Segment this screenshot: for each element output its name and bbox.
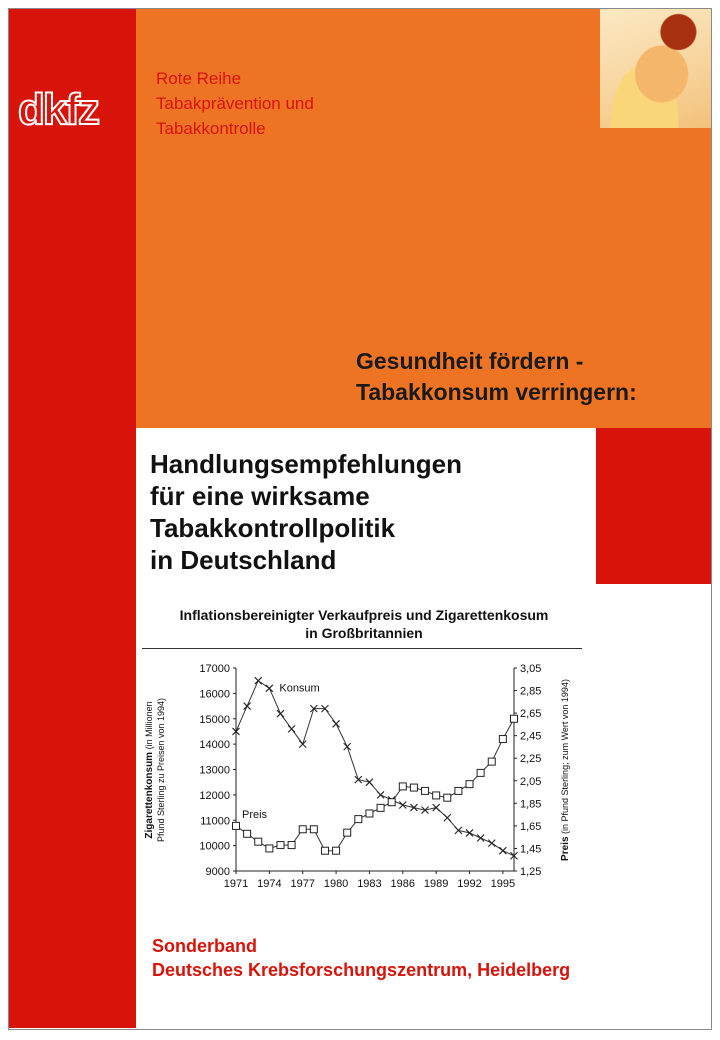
preis-point [333,847,340,854]
right-tick-label: 1,25 [520,866,542,878]
right-tick-label: 1,65 [520,820,542,833]
right-axis-label-bold: Preis [560,836,571,861]
chart-title-line: in Großbritannien [305,625,423,641]
preis-point [455,787,462,794]
right-tick-label: 2,85 [520,685,542,698]
x-tick-label: 1989 [423,878,449,890]
konsum-point [366,779,373,786]
right-axis-label [560,679,571,861]
preis-point [255,838,262,845]
right-tick-label: 3,05 [520,663,542,675]
right-tick-label: 2,45 [520,730,542,743]
konsum-point [488,840,495,847]
right-tick-label: 2,25 [520,753,542,766]
footer-line: Sonderband [152,936,258,956]
footer-line: Deutsches Krebsforschungszentrum, Heidelberg [152,960,571,980]
konsum-point [288,725,295,732]
x-tick-label: 1995 [490,878,516,890]
left-tick-label: 10000 [199,840,230,853]
preis-point [377,804,384,811]
konsum-point [266,685,273,692]
preis-point [399,783,406,790]
x-tick-label: 1974 [257,878,282,890]
left-axis-label-rest: (in Millionen [144,701,154,752]
series-label-preis: Preis [242,808,268,821]
title-line: Tabakkontrollpolitik [150,513,396,543]
left-axis-label-bold: Zigarettenkonsum [144,751,155,839]
left-tick-label: 12000 [199,789,230,802]
preis-point [321,847,328,854]
slogan-line: Tabakkonsum verringern: [356,379,637,405]
right-tick-label: 2,65 [520,708,542,721]
right-tick-label: 2,05 [520,775,542,788]
preis-point [499,736,506,743]
preis-point [366,810,373,817]
konsum-point [422,807,429,814]
right-axis-label-rest: (in Pfund Sterling; zum Wert von 1994) [560,679,570,837]
left-tick-label: 17000 [199,663,230,675]
konsum-point [355,776,362,783]
right-tick-label: 1,45 [520,843,542,856]
konsum-point [433,804,440,811]
preis-point [344,829,351,836]
konsum-point [477,835,484,842]
series-line: Tabakprävention und [156,94,314,113]
slogan [356,346,637,408]
left-tick-label: 16000 [199,688,230,701]
preis-point [388,799,395,806]
left-axis-label-line2: Pfund Sterling zu Preisen von 1994) [156,697,166,843]
konsum-point [455,827,462,834]
konsum-point [499,847,506,854]
konsum-point [399,802,406,809]
konsum-point [466,829,473,836]
chart-title [146,606,582,642]
konsum-point [410,804,417,811]
title-line: in Deutschland [150,545,337,575]
left-tick-label: 15000 [199,713,230,726]
preis-point [299,826,306,833]
main-title [150,448,462,576]
preis-point [466,781,473,788]
konsum-point [377,791,384,798]
preis-point [277,842,284,849]
konsum-point [277,710,284,717]
dkfz-logo: dkfz [18,85,98,134]
series-name [156,66,314,141]
preis-point [355,816,362,823]
preis-point [444,794,451,801]
x-tick-label: 1983 [357,878,382,890]
konsum-point [333,720,340,727]
preis-point [422,787,429,794]
chart-title-line: Inflationsbereinigter Verkaufpreis und Zigarettenkosum [179,607,549,623]
preis-point [511,715,518,722]
konsum-point [344,743,351,750]
preis-point [477,769,484,776]
x-tick-label: 1980 [323,878,349,890]
series-line: Tabakkontrolle [156,119,266,138]
konsum-point [299,741,306,748]
left-tick-label: 13000 [199,764,230,777]
x-tick-label: 1986 [390,878,416,890]
preis-point [488,758,495,765]
konsum-point [255,677,262,684]
konsum-point [244,703,251,710]
price-consumption-chart [140,652,590,902]
footer [152,934,570,982]
preis-point [410,784,417,791]
chart-divider [142,648,582,649]
left-axis-label [144,701,155,838]
x-tick-label: 1971 [223,878,249,890]
right-tick-label: 1,85 [520,798,542,811]
series-line: Rote Reihe [156,69,242,88]
preis-point [266,845,273,852]
preis-point [288,842,295,849]
slogan-line: Gesundheit fördern - [356,348,584,374]
preis-point [244,830,251,837]
title-line: Handlungsempfehlungen [150,449,462,479]
left-tick-label: 9000 [205,866,230,878]
konsum-point [444,814,451,821]
series-label-konsum: Konsum [279,682,320,695]
title-line: für eine wirksame [150,481,370,511]
preis-point [433,792,440,799]
x-tick-label: 1977 [290,878,315,890]
x-tick-label: 1992 [457,878,482,890]
preis-point [233,822,240,829]
left-tick-label: 11000 [200,815,230,828]
left-tick-label: 14000 [199,739,230,752]
preis-point [310,826,317,833]
